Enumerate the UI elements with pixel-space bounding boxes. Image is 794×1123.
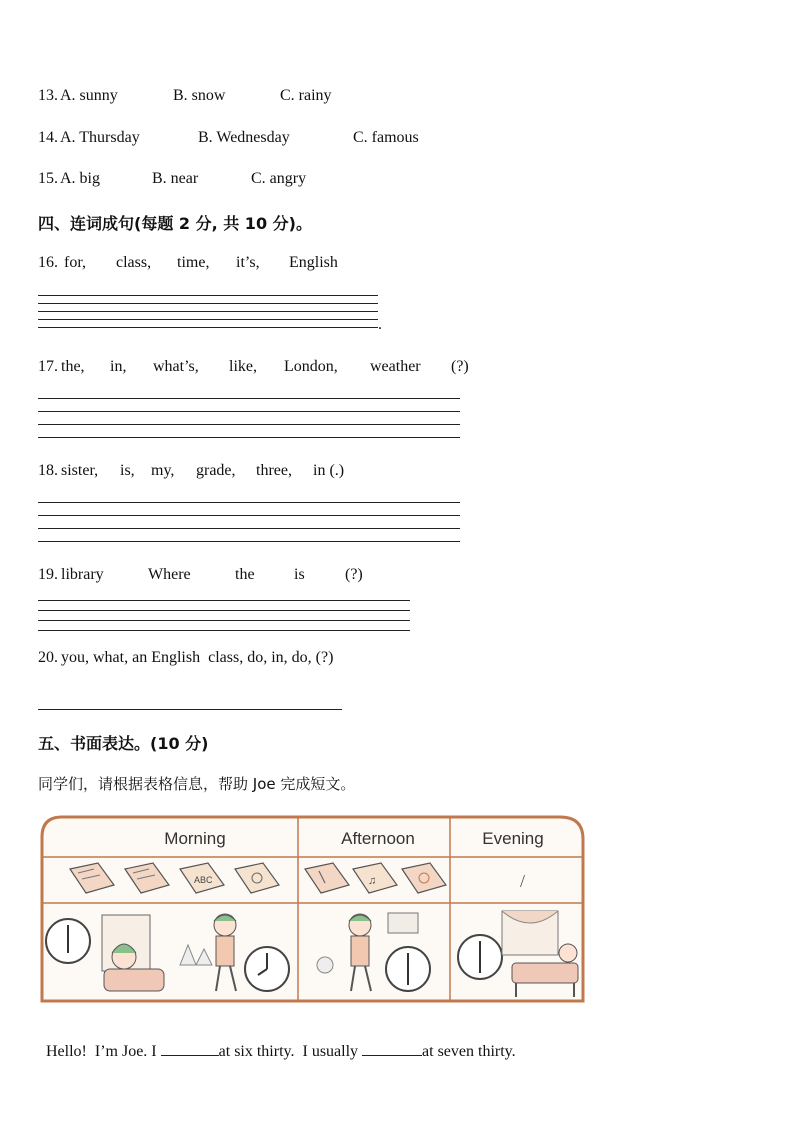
option-a: A. big — [60, 170, 100, 187]
answer-line — [38, 515, 460, 516]
option-c: C. famous — [353, 129, 419, 146]
clock-icon — [46, 919, 90, 963]
passage-line — [38, 1023, 516, 1061]
answer-line — [38, 311, 378, 312]
answer-line — [38, 610, 410, 611]
word: in, — [110, 358, 127, 375]
period-mark: . — [378, 316, 382, 333]
word: the — [235, 566, 255, 583]
answer-line — [38, 600, 410, 601]
answer-line — [38, 709, 342, 710]
clock-icon — [245, 947, 289, 991]
question-number: 19. — [38, 566, 58, 583]
answer-line — [38, 295, 378, 296]
answer-line — [38, 541, 460, 542]
section-4-title: 四、连词成句(每题 2 分, 共 10 分)。 — [38, 214, 312, 233]
option-b: B. Wednesday — [198, 129, 290, 146]
answer-line — [38, 620, 410, 621]
question-number: 16. — [38, 254, 58, 271]
option-c: C. angry — [251, 170, 307, 187]
word: London, — [284, 358, 338, 375]
option-b: B. near — [152, 170, 199, 187]
section-5-title: 五、书面表达。(10 分) — [38, 734, 209, 753]
question-number: 20. — [38, 649, 58, 666]
header-evening: Evening — [482, 829, 544, 848]
blank-2[interactable] — [362, 1041, 422, 1056]
answer-line — [38, 303, 378, 304]
word: English — [289, 254, 338, 271]
header-morning: Morning — [164, 829, 226, 848]
svg-text:ABC: ABC — [194, 875, 213, 885]
word: is, — [120, 462, 135, 479]
answer-line — [38, 398, 460, 399]
answer-line — [38, 502, 460, 503]
question-number: 15. — [38, 170, 58, 187]
answer-line — [38, 424, 460, 425]
option-c: C. rainy — [280, 87, 332, 104]
question-number: 17. — [38, 358, 58, 375]
word: class, — [116, 254, 152, 271]
passage-text: at six thirty. I usually — [218, 1043, 363, 1060]
schedule-table — [40, 815, 585, 1003]
word: for, — [64, 254, 87, 271]
word: the, — [61, 358, 85, 375]
word: like, — [229, 358, 257, 375]
word: my, — [151, 462, 175, 479]
answer-line — [38, 630, 410, 631]
passage-text: Hello! I’m Joe. I — [46, 1043, 161, 1060]
question-number: 14. — [38, 129, 58, 146]
word: is — [294, 566, 305, 583]
blank-1[interactable] — [161, 1041, 219, 1056]
word: sister, — [61, 462, 99, 479]
word: Where — [148, 566, 191, 583]
word: time, — [177, 254, 210, 271]
answer-line — [38, 528, 460, 529]
word: library — [61, 566, 104, 583]
word: (?) — [451, 358, 469, 375]
svg-text:♫: ♫ — [368, 875, 377, 887]
answer-line — [38, 327, 378, 328]
word: weather — [370, 358, 421, 375]
option-a: A. sunny — [60, 87, 118, 104]
word: (?) — [345, 566, 363, 583]
answer-line — [38, 319, 378, 320]
word: three, — [256, 462, 292, 479]
question-words: you, what, an English class, do, in, do, (?) — [61, 649, 334, 666]
word: what’s, — [153, 358, 199, 375]
clock-icon — [458, 935, 502, 979]
answer-line — [38, 411, 460, 412]
passage-text: at seven thirty. — [422, 1043, 516, 1060]
header-afternoon: Afternoon — [341, 829, 415, 848]
question-number: 13. — [38, 87, 58, 104]
section-5-instruction: 同学们，请根据表格信息，帮助 Joe 完成短文。 — [38, 775, 356, 793]
word: it’s, — [236, 254, 260, 271]
option-a: A. Thursday — [60, 129, 140, 146]
word: in (.) — [313, 462, 345, 479]
question-number: 18. — [38, 462, 58, 479]
answer-line — [38, 437, 460, 438]
clock-icon — [386, 947, 430, 991]
word: grade, — [196, 462, 236, 479]
evening-mark: / — [520, 871, 526, 891]
option-b: B. snow — [173, 87, 226, 104]
